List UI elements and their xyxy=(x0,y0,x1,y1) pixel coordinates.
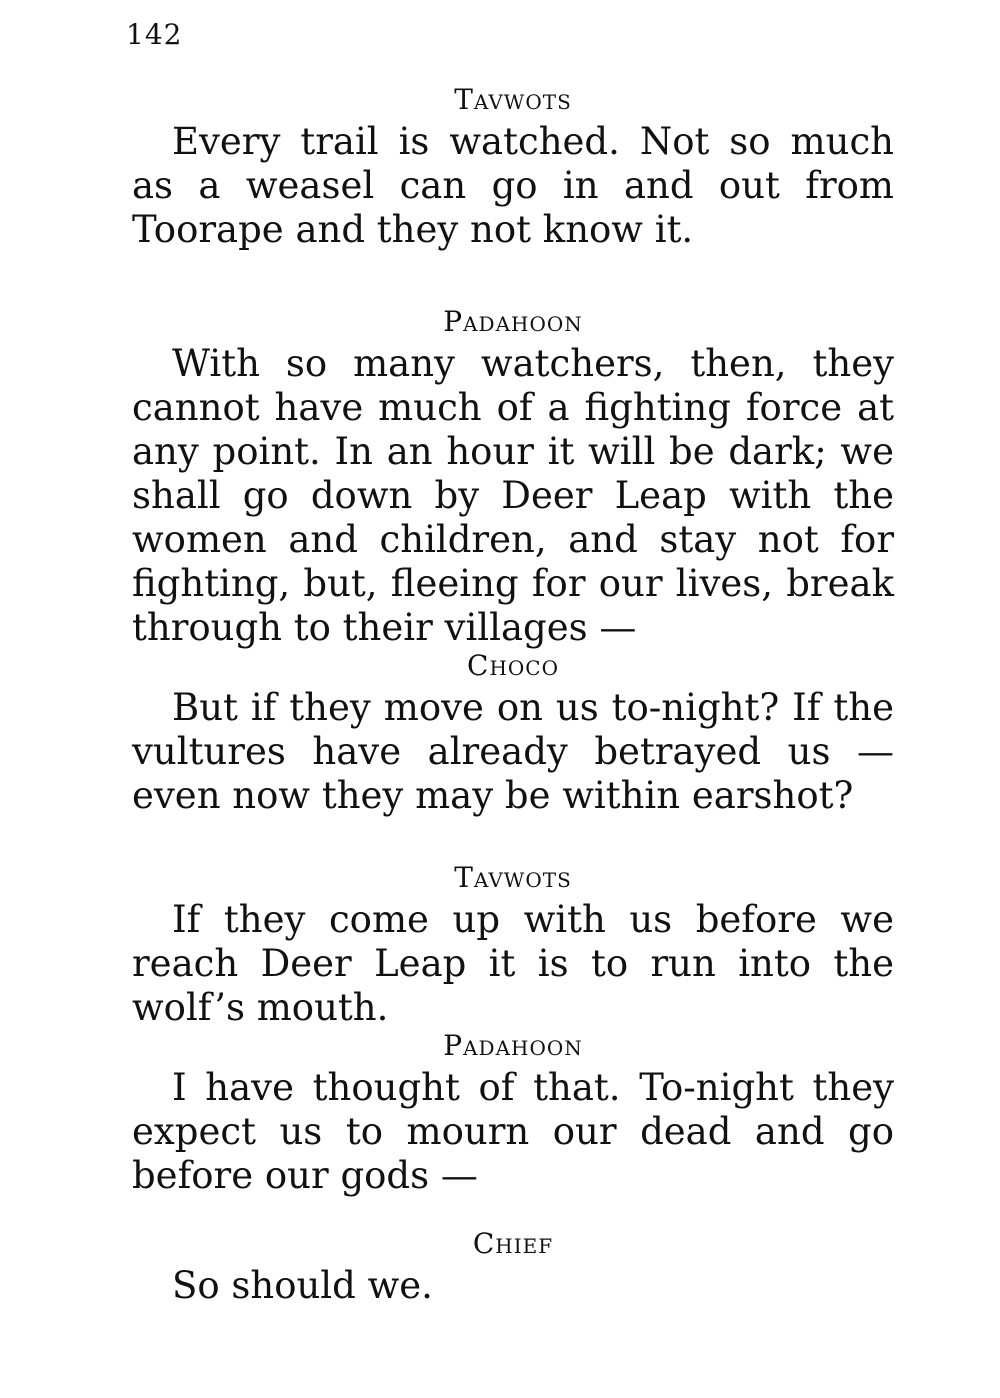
speaker-name: Tavwots xyxy=(454,83,572,116)
speech-text: Every trail is watched. Not so much as a weasel can go in and out from Toorape and they not know it. xyxy=(132,120,894,251)
speaker-name: Padahoon xyxy=(443,305,583,338)
dialogue-block-padahoon-2 xyxy=(132,1028,894,1198)
speech-text: If they come up with us before we reach Deer Leap it is to run into the wolf’s mouth. xyxy=(132,898,894,1029)
page-number: 142 xyxy=(126,18,183,51)
speech-text: I have thought of that. To-night they expect us to mourn our dead and go before our gods — xyxy=(132,1066,894,1197)
dialogue-block-choco xyxy=(132,648,894,818)
speaker-name: Choco xyxy=(467,649,559,682)
dialogue-block-tavwots-1 xyxy=(132,82,894,252)
speech-text: But if they move on us to-night? If the vultures have already betrayed us — even now they may be within earshot? xyxy=(132,686,894,817)
speaker-name: Chief xyxy=(472,1227,554,1260)
speaker-name: Padahoon xyxy=(443,1029,583,1062)
dialogue-block-chief xyxy=(132,1226,894,1308)
dialogue-block-tavwots-2 xyxy=(132,860,894,1030)
dialogue-block-padahoon-1 xyxy=(132,304,894,650)
speech-text: With so many watchers, then, they cannot have much of a fighting force at any point. In an hour it will be dark; we shall go down by Deer Leap with the women and children, and stay not for fighting, but, fleeing for our lives, break through to their villages — xyxy=(132,342,894,649)
speech-text: So should we. xyxy=(172,1264,433,1307)
speaker-name: Tavwots xyxy=(454,861,572,894)
